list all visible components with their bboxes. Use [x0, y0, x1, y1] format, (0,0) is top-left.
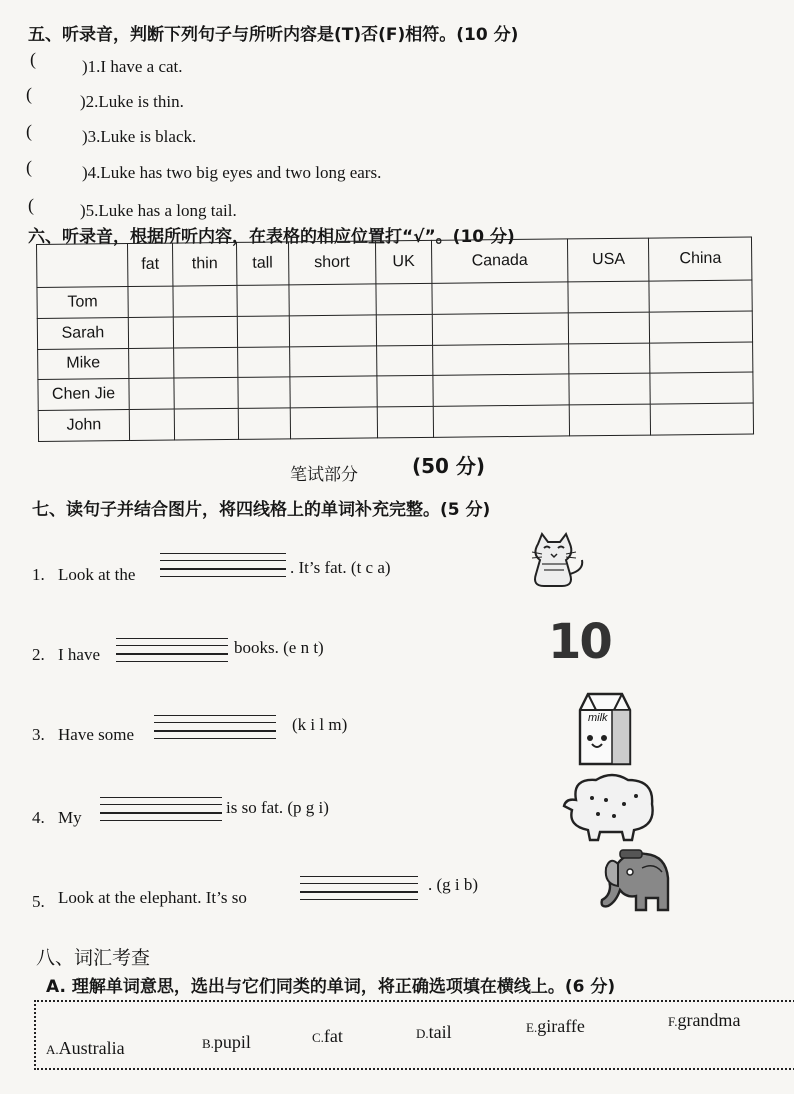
tick-cell[interactable]	[376, 314, 432, 345]
tick-cell[interactable]	[650, 311, 753, 343]
col-header: Canada	[431, 239, 568, 283]
fill-item-text: Look at the elephant. It’s so	[58, 888, 247, 907]
cat-picture	[524, 530, 590, 590]
option-word: giraffe	[537, 1016, 585, 1036]
tf-item-4: )4.Luke has two big eyes and two long ears.	[82, 163, 382, 182]
elephant-picture	[596, 846, 676, 926]
fill-item-hint: . It’s fat. (t c a)	[290, 558, 391, 577]
tick-cell[interactable]	[237, 285, 289, 316]
tick-cell[interactable]	[433, 405, 570, 437]
row-header: Chen Jie	[38, 379, 129, 411]
tick-cell[interactable]	[129, 378, 174, 409]
fill-item-number: 1.	[32, 565, 45, 584]
listening-table	[36, 237, 754, 442]
option-a	[46, 1038, 125, 1059]
answer-paren: (	[26, 157, 32, 177]
tick-cell[interactable]	[289, 346, 377, 378]
tick-cell[interactable]	[376, 283, 432, 314]
section7-heading: 七、读句子并结合图片，将四线格上的单词补充完整。(5 分)	[32, 500, 491, 520]
table-corner-cell	[37, 244, 128, 288]
pig-picture	[562, 770, 662, 842]
tick-cell[interactable]	[377, 345, 433, 376]
four-line-blank[interactable]	[154, 715, 276, 739]
row-header: John	[38, 410, 129, 442]
option-word: tail	[428, 1022, 452, 1042]
fill-item-hint: (k i l m)	[292, 715, 348, 734]
answer-paren: (	[26, 121, 32, 141]
four-line-blank[interactable]	[116, 638, 228, 662]
tick-cell[interactable]	[569, 343, 650, 375]
tick-cell[interactable]	[569, 312, 650, 344]
option-letter: C.	[312, 1030, 324, 1045]
option-letter: A.	[46, 1042, 59, 1057]
fill-item-hint: is so fat. (p g i)	[226, 798, 329, 817]
tick-cell[interactable]	[129, 348, 174, 379]
tf-item-2: )2.Luke is thin.	[80, 92, 184, 111]
tick-cell[interactable]	[569, 373, 650, 405]
option-b	[202, 1032, 251, 1053]
option-letter: E.	[526, 1020, 538, 1035]
col-header: short	[288, 241, 376, 285]
tick-cell[interactable]	[650, 372, 753, 404]
tick-cell[interactable]	[238, 408, 290, 439]
section8-heading: 八、词汇考查	[36, 947, 151, 969]
tick-cell[interactable]	[432, 344, 569, 376]
tick-cell[interactable]	[290, 407, 378, 439]
tick-cell[interactable]	[377, 407, 433, 438]
option-word: fat	[323, 1026, 343, 1046]
four-line-blank[interactable]	[300, 876, 418, 900]
row-header: Mike	[38, 348, 129, 380]
tick-cell[interactable]	[288, 284, 376, 316]
fill-item-text: Have some	[58, 725, 135, 744]
tf-item-3: )3.Luke is black.	[82, 127, 197, 146]
answer-paren: (	[26, 84, 32, 104]
option-letter: D.	[416, 1026, 429, 1041]
tick-cell[interactable]	[650, 342, 753, 374]
row-header: Sarah	[37, 317, 128, 349]
fill-item-hint: . (g i b)	[428, 875, 479, 894]
tick-cell[interactable]	[432, 282, 569, 314]
row-header: Tom	[37, 287, 128, 319]
tick-cell[interactable]	[173, 316, 237, 347]
tick-cell[interactable]	[128, 286, 173, 317]
option-f	[668, 1010, 740, 1031]
col-header: tall	[237, 242, 289, 286]
section6-heading: 六、听录音，根据所听内容，在表格的相应位置打“√”。(10 分)	[28, 227, 515, 247]
milk-label: milk	[588, 712, 608, 724]
fill-item-hint: books. (e n t)	[234, 638, 324, 657]
number-ten-picture: 10	[548, 614, 611, 670]
option-letter: F.	[668, 1014, 678, 1029]
section8-subheading: A. 理解单词意思，选出与它们同类的单词，将正确选项填在横线上。(6 分)	[46, 977, 616, 997]
tick-cell[interactable]	[289, 376, 377, 408]
col-header: fat	[128, 243, 173, 286]
fill-item-number: 2.	[32, 645, 45, 664]
tick-cell[interactable]	[377, 376, 433, 407]
fill-item-number: 3.	[32, 725, 45, 744]
answer-paren: (	[30, 49, 36, 69]
four-line-blank[interactable]	[100, 797, 222, 821]
answer-paren: (	[28, 195, 34, 215]
four-line-blank[interactable]	[160, 553, 286, 577]
col-header: UK	[376, 240, 432, 284]
tick-cell[interactable]	[568, 281, 649, 313]
written-part-label: 笔试部分	[290, 465, 358, 485]
option-e	[526, 1016, 585, 1037]
option-letter: B.	[202, 1036, 214, 1051]
tf-item-5: )5.Luke has a long tail.	[80, 201, 237, 220]
tick-cell[interactable]	[174, 347, 238, 378]
options-box	[34, 1000, 794, 1070]
fill-item-text: My	[58, 808, 82, 827]
tick-cell[interactable]	[174, 378, 238, 409]
option-c	[312, 1026, 343, 1047]
option-word: pupil	[213, 1032, 251, 1052]
tick-cell[interactable]	[432, 313, 569, 345]
tick-cell[interactable]	[649, 280, 752, 312]
tick-cell[interactable]	[237, 316, 289, 347]
tf-item-1: )1.I have a cat.	[82, 57, 183, 76]
tick-cell[interactable]	[173, 285, 237, 316]
col-header: thin	[172, 242, 237, 286]
option-word: grandma	[677, 1010, 741, 1030]
tick-cell[interactable]	[238, 346, 290, 377]
tick-cell[interactable]	[128, 317, 173, 348]
tick-cell[interactable]	[238, 377, 290, 408]
col-header: China	[649, 237, 752, 281]
written-part-score: (50 分)	[412, 454, 486, 478]
fill-item-number: 4.	[32, 808, 45, 827]
tick-cell[interactable]	[569, 404, 650, 436]
option-d	[416, 1022, 452, 1043]
tick-cell[interactable]	[433, 374, 570, 406]
tick-cell[interactable]	[174, 409, 238, 440]
fill-item-text: I have	[58, 645, 101, 664]
milk-carton-picture	[572, 690, 638, 768]
tick-cell[interactable]	[651, 403, 754, 435]
col-header: USA	[568, 238, 650, 282]
option-word: Australia	[58, 1038, 125, 1058]
tick-cell[interactable]	[289, 315, 377, 347]
tick-cell[interactable]	[129, 409, 174, 440]
fill-item-text: Look at the	[58, 565, 136, 584]
section5-heading: 五、听录音，判断下列句子与所听内容是(T)否(F)相符。(10 分)	[28, 25, 519, 45]
fill-item-number: 5.	[32, 892, 45, 911]
